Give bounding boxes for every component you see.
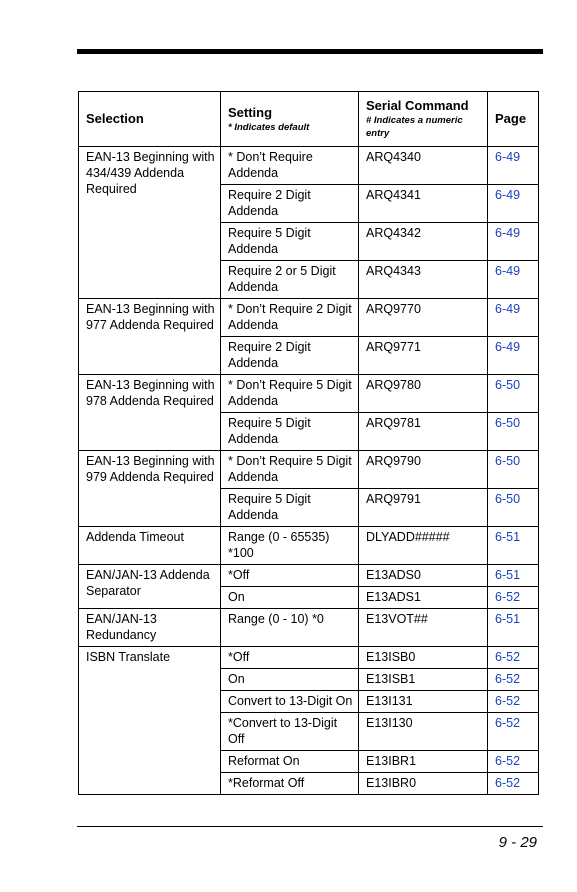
setting-cell: On xyxy=(221,587,359,609)
setting-cell: * Don’t Require Addenda xyxy=(221,147,359,185)
page-cell xyxy=(488,451,539,489)
header-page xyxy=(488,92,539,147)
table-body xyxy=(79,147,539,795)
header-page-label: Page xyxy=(495,111,527,126)
setting-cell: *Off xyxy=(221,647,359,669)
setting-cell: Range (0 - 65535) *100 xyxy=(221,527,359,565)
setting-cell: *Reformat Off xyxy=(221,773,359,795)
page-number: 9 - 29 xyxy=(498,834,537,851)
setting-cell: Require 2 or 5 Digit Addenda xyxy=(221,261,359,299)
page-link[interactable]: 6-52 xyxy=(495,590,521,604)
page-cell xyxy=(488,565,539,587)
serial-command-cell: E13IBR1 xyxy=(359,751,488,773)
page-link[interactable]: 6-49 xyxy=(495,150,521,164)
page-cell xyxy=(488,375,539,413)
header-serial-note: # Indicates a numeric entry xyxy=(366,115,463,139)
setting-cell: * Don’t Require 2 Digit Addenda xyxy=(221,299,359,337)
page-cell xyxy=(488,489,539,527)
table-row xyxy=(79,565,539,587)
table-row xyxy=(79,527,539,565)
page-link[interactable]: 6-49 xyxy=(495,340,521,354)
serial-command-cell: E13I130 xyxy=(359,713,488,751)
setting-cell: * Don’t Require 5 Digit Addenda xyxy=(221,375,359,413)
page-link[interactable]: 6-50 xyxy=(495,416,521,430)
serial-command-cell: ARQ9770 xyxy=(359,299,488,337)
setting-cell: Require 2 Digit Addenda xyxy=(221,185,359,223)
table-row xyxy=(79,299,539,337)
page-link[interactable]: 6-50 xyxy=(495,454,521,468)
header-selection-label: Selection xyxy=(86,111,144,126)
page-link[interactable]: 6-49 xyxy=(495,188,521,202)
page-cell xyxy=(488,669,539,691)
page-link[interactable]: 6-49 xyxy=(495,302,521,316)
serial-command-cell: E13ADS1 xyxy=(359,587,488,609)
setting-cell: Range (0 - 10) *0 xyxy=(221,609,359,647)
header-selection xyxy=(79,92,221,147)
setting-cell: Reformat On xyxy=(221,751,359,773)
page-cell xyxy=(488,299,539,337)
top-rule xyxy=(77,49,543,54)
table-header xyxy=(79,92,539,147)
selection-cell: EAN-13 Beginning with 434/439 Addenda Required xyxy=(79,147,221,299)
serial-command-cell: ARQ9780 xyxy=(359,375,488,413)
setting-cell: * Don’t Require 5 Digit Addenda xyxy=(221,451,359,489)
selection-cell: EAN/JAN-13 Addenda Separator xyxy=(79,565,221,609)
setting-cell: Convert to 13-Digit On xyxy=(221,691,359,713)
page-cell xyxy=(488,751,539,773)
selection-cell: Addenda Timeout xyxy=(79,527,221,565)
serial-command-cell: ARQ9771 xyxy=(359,337,488,375)
page-link[interactable]: 6-52 xyxy=(495,776,521,790)
header-setting-note: * Indicates default xyxy=(228,121,310,133)
header-serial-label: Serial Command xyxy=(366,98,469,113)
serial-command-cell: ARQ9781 xyxy=(359,413,488,451)
header-setting xyxy=(221,92,359,147)
page-cell xyxy=(488,413,539,451)
serial-command-table xyxy=(78,91,539,795)
page-link[interactable]: 6-52 xyxy=(495,754,521,768)
header-setting-label: Setting xyxy=(228,104,273,120)
page-cell xyxy=(488,587,539,609)
page-link[interactable]: 6-52 xyxy=(495,716,521,730)
setting-cell: Require 5 Digit Addenda xyxy=(221,489,359,527)
header-row xyxy=(79,92,539,147)
selection-cell: ISBN Translate xyxy=(79,647,221,795)
setting-cell: *Convert to 13-Digit Off xyxy=(221,713,359,751)
setting-cell: On xyxy=(221,669,359,691)
selection-cell: EAN-13 Beginning with 978 Addenda Required xyxy=(79,375,221,451)
serial-command-cell: E13ISB0 xyxy=(359,647,488,669)
selection-cell: EAN-13 Beginning with 977 Addenda Required xyxy=(79,299,221,375)
table-row xyxy=(79,609,539,647)
header-serial-command xyxy=(359,92,488,147)
page-cell xyxy=(488,261,539,299)
serial-command-cell: ARQ4341 xyxy=(359,185,488,223)
page-cell xyxy=(488,713,539,751)
page-link[interactable]: 6-51 xyxy=(495,530,521,544)
selection-cell: EAN-13 Beginning with 979 Addenda Required xyxy=(79,451,221,527)
selection-cell: EAN/JAN-13 Redundancy xyxy=(79,609,221,647)
page-cell xyxy=(488,773,539,795)
serial-command-cell: E13ADS0 xyxy=(359,565,488,587)
page-cell xyxy=(488,691,539,713)
serial-command-cell: DLYADD##### xyxy=(359,527,488,565)
page-link[interactable]: 6-50 xyxy=(495,378,521,392)
page-cell xyxy=(488,609,539,647)
serial-command-cell: E13VOT## xyxy=(359,609,488,647)
page-link[interactable]: 6-51 xyxy=(495,612,521,626)
page-link[interactable]: 6-49 xyxy=(495,226,521,240)
page-link[interactable]: 6-52 xyxy=(495,694,521,708)
serial-command-cell: ARQ4343 xyxy=(359,261,488,299)
setting-cell: *Off xyxy=(221,565,359,587)
serial-command-cell: E13IBR0 xyxy=(359,773,488,795)
page-cell xyxy=(488,147,539,185)
page-link[interactable]: 6-49 xyxy=(495,264,521,278)
page-cell xyxy=(488,185,539,223)
page-cell xyxy=(488,337,539,375)
page-cell xyxy=(488,647,539,669)
serial-command-cell: ARQ9790 xyxy=(359,451,488,489)
serial-command-cell: E13ISB1 xyxy=(359,669,488,691)
bottom-rule xyxy=(77,826,543,827)
serial-command-cell: E13I131 xyxy=(359,691,488,713)
setting-cell: Require 5 Digit Addenda xyxy=(221,223,359,261)
table-row xyxy=(79,451,539,489)
serial-command-cell: ARQ4340 xyxy=(359,147,488,185)
page-cell xyxy=(488,223,539,261)
serial-command-cell: ARQ4342 xyxy=(359,223,488,261)
setting-cell: Require 5 Digit Addenda xyxy=(221,413,359,451)
page-link[interactable]: 6-52 xyxy=(495,650,521,664)
serial-command-cell: ARQ9791 xyxy=(359,489,488,527)
page-link[interactable]: 6-50 xyxy=(495,492,521,506)
table-row xyxy=(79,647,539,669)
page-link[interactable]: 6-51 xyxy=(495,568,521,582)
table-row xyxy=(79,375,539,413)
setting-cell: Require 2 Digit Addenda xyxy=(221,337,359,375)
page-link[interactable]: 6-52 xyxy=(495,672,521,686)
page-cell xyxy=(488,527,539,565)
table-row xyxy=(79,147,539,185)
